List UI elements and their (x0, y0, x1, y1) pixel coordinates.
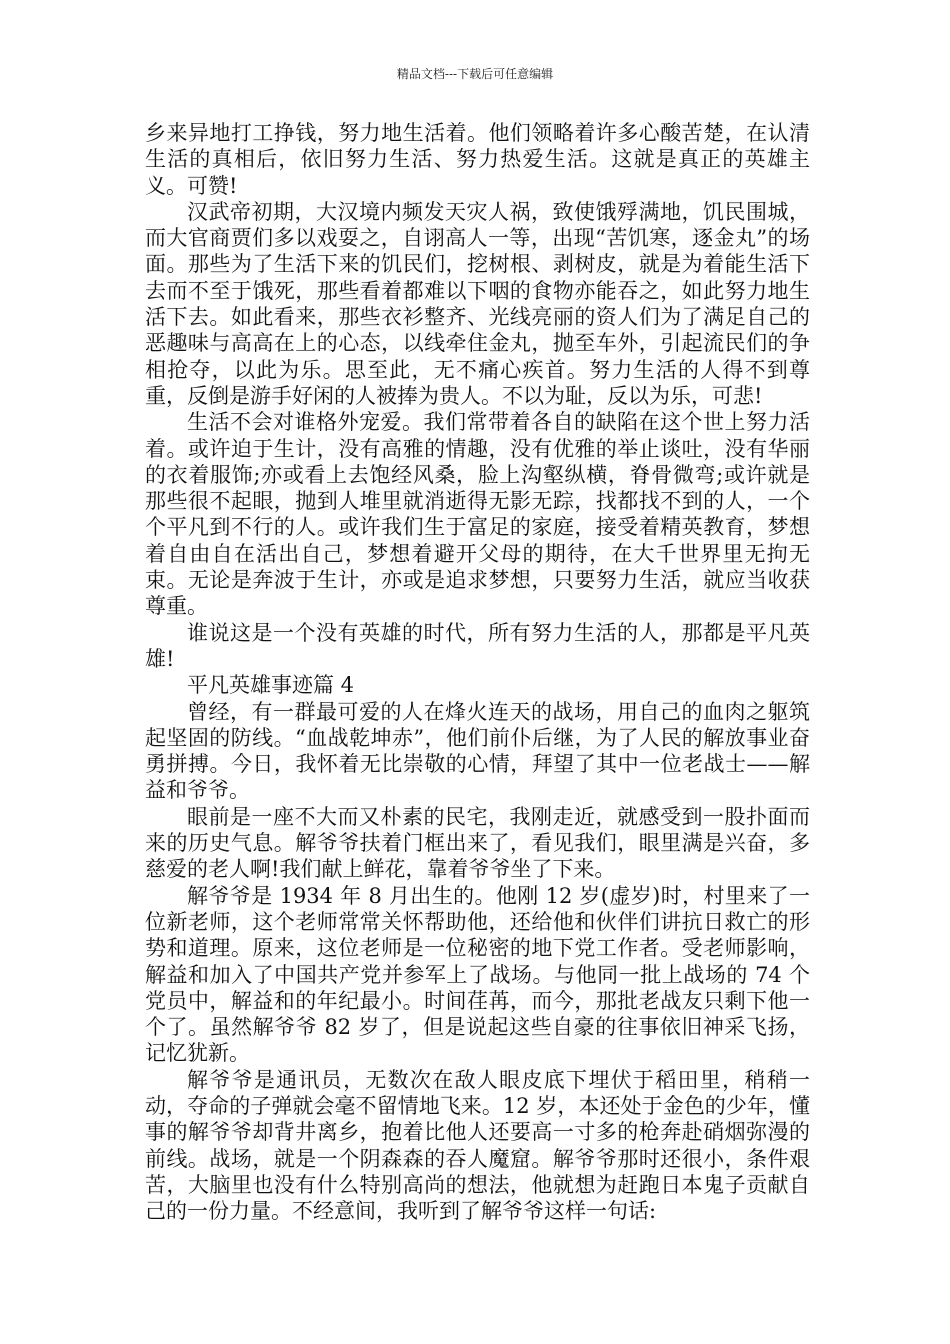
section-heading: 平凡英雄事迹篇 4 (187, 673, 355, 698)
page-header: 精品文档---下载后可任意编辑 (396, 67, 554, 81)
paragraph-4: 谁说这是一个没有英雄的时代，所有努力生活的人，那都是平凡英雄! (145, 620, 810, 671)
paragraph-7: 解爷爷是 1934 年 8 月出生的。他刚 12 岁(虚岁)时，村里来了一位新老师，这个老师常常关怀帮助他，还给他和伙伴们讲抗日救亡的形势和道理。原来，这位老师是一位秘密的地下党工作者。受老师影响，解益和加入了中国共产党并参军上了战场。与他同一批上战场的 74 个党员中，解益和的年纪最小。时间荏苒，而今，那批老战友只剩下他一个了。虽然解爷爷 82 岁了，但是说起这些自豪的往事依旧神采飞扬，记忆犹新。 (145, 883, 810, 1066)
paragraph-8: 解爷爷是通讯员，无数次在敌人眼皮底下埋伏于稻田里，稍稍一动，夺命的子弹就会毫不留情地飞来。12 岁，本还处于金色的少年，懂事的解爷爷却背井离乡，抱着比他人还要高一寸多的枪奔赴硝烟弥漫的前线。战场，就是一个阴森森的吞人魔窟。解爷爷那时还很小，条件艰苦，大脑里也没有什么特别高尚的想法，他就想为赶跑日本鬼子贡献自己的一份力量。不经意间，我听到了解爷爷这样一句话: (145, 1067, 810, 1224)
paragraph-2: 汉武帝初期，大汉境内频发天灾人祸，致使饿殍满地，饥民围城，而大官商贾们多以戏耍之，自诩高人一等，出现“苦饥寒，逐金丸”的场面。那些为了生活下来的饥民们，挖树根、剥树皮，就是为着能生活下去而不至于饿死，那些看着都难以下咽的食物亦能吞之，如此努力地生活下去。如此看来，那些衣衫整齐、光线亮丽的资人们为了满足自己的恶趣味与高高在上的心态，以线牵住金丸，抛至车外，引起流民们的争相抢夺，以此为乐。思至此，无不痛心疾首。努力生活的人得不到尊重，反倒是游手好闲的人被捧为贵人。不以为耻，反以为乐，可悲! (145, 199, 810, 408)
paragraph-5: 曾经，有一群最可爱的人在烽火连天的战场，用自己的血肉之躯筑起坚固的防线。“血战乾坤赤”，他们前仆后继，为了人民的解放事业奋勇拼搏。今日，我怀着无比崇敬的心情，拜望了其中一位老战士——解益和爷爷。 (145, 699, 810, 803)
paragraph-6: 眼前是一座不大而又朴素的民宅，我刚走近，就感受到一股扑面而来的历史气息。解爷爷扶着门框出来了，看见我们，眼里满是兴奋，多慈爱的老人啊!我们献上鲜花，靠着爷爷坐了下来。 (145, 804, 810, 882)
paragraph-1: 乡来异地打工挣钱，努力地生活着。他们领略着许多心酸苦楚，在认清生活的真相后，依旧努力生活、努力热爱生活。这就是真正的英雄主义。可赞! (145, 121, 810, 198)
paragraph-3: 生活不会对谁格外宠爱。我们常带着各自的缺陷在这个世上努力活着。或许迫于生计，没有高雅的情趣，没有优雅的举止谈吐，没有华丽的衣着服饰;亦或看上去饱经风桑，脸上沟壑纵横，脊骨微弯;或许就是那些很不起眼，抛到人堆里就消逝得无影无踪，找都找不到的人，一个个平凡到不行的人。或许我们生于富足的家庭，接受着精英教育，梦想着自由自在活出自己，梦想着避开父母的期待，在大千世界里无拘无束。无论是奔波于生计，亦或是追求梦想，只要努力生活，就应当收获尊重。 (145, 410, 810, 619)
document-body (145, 120, 810, 1224)
